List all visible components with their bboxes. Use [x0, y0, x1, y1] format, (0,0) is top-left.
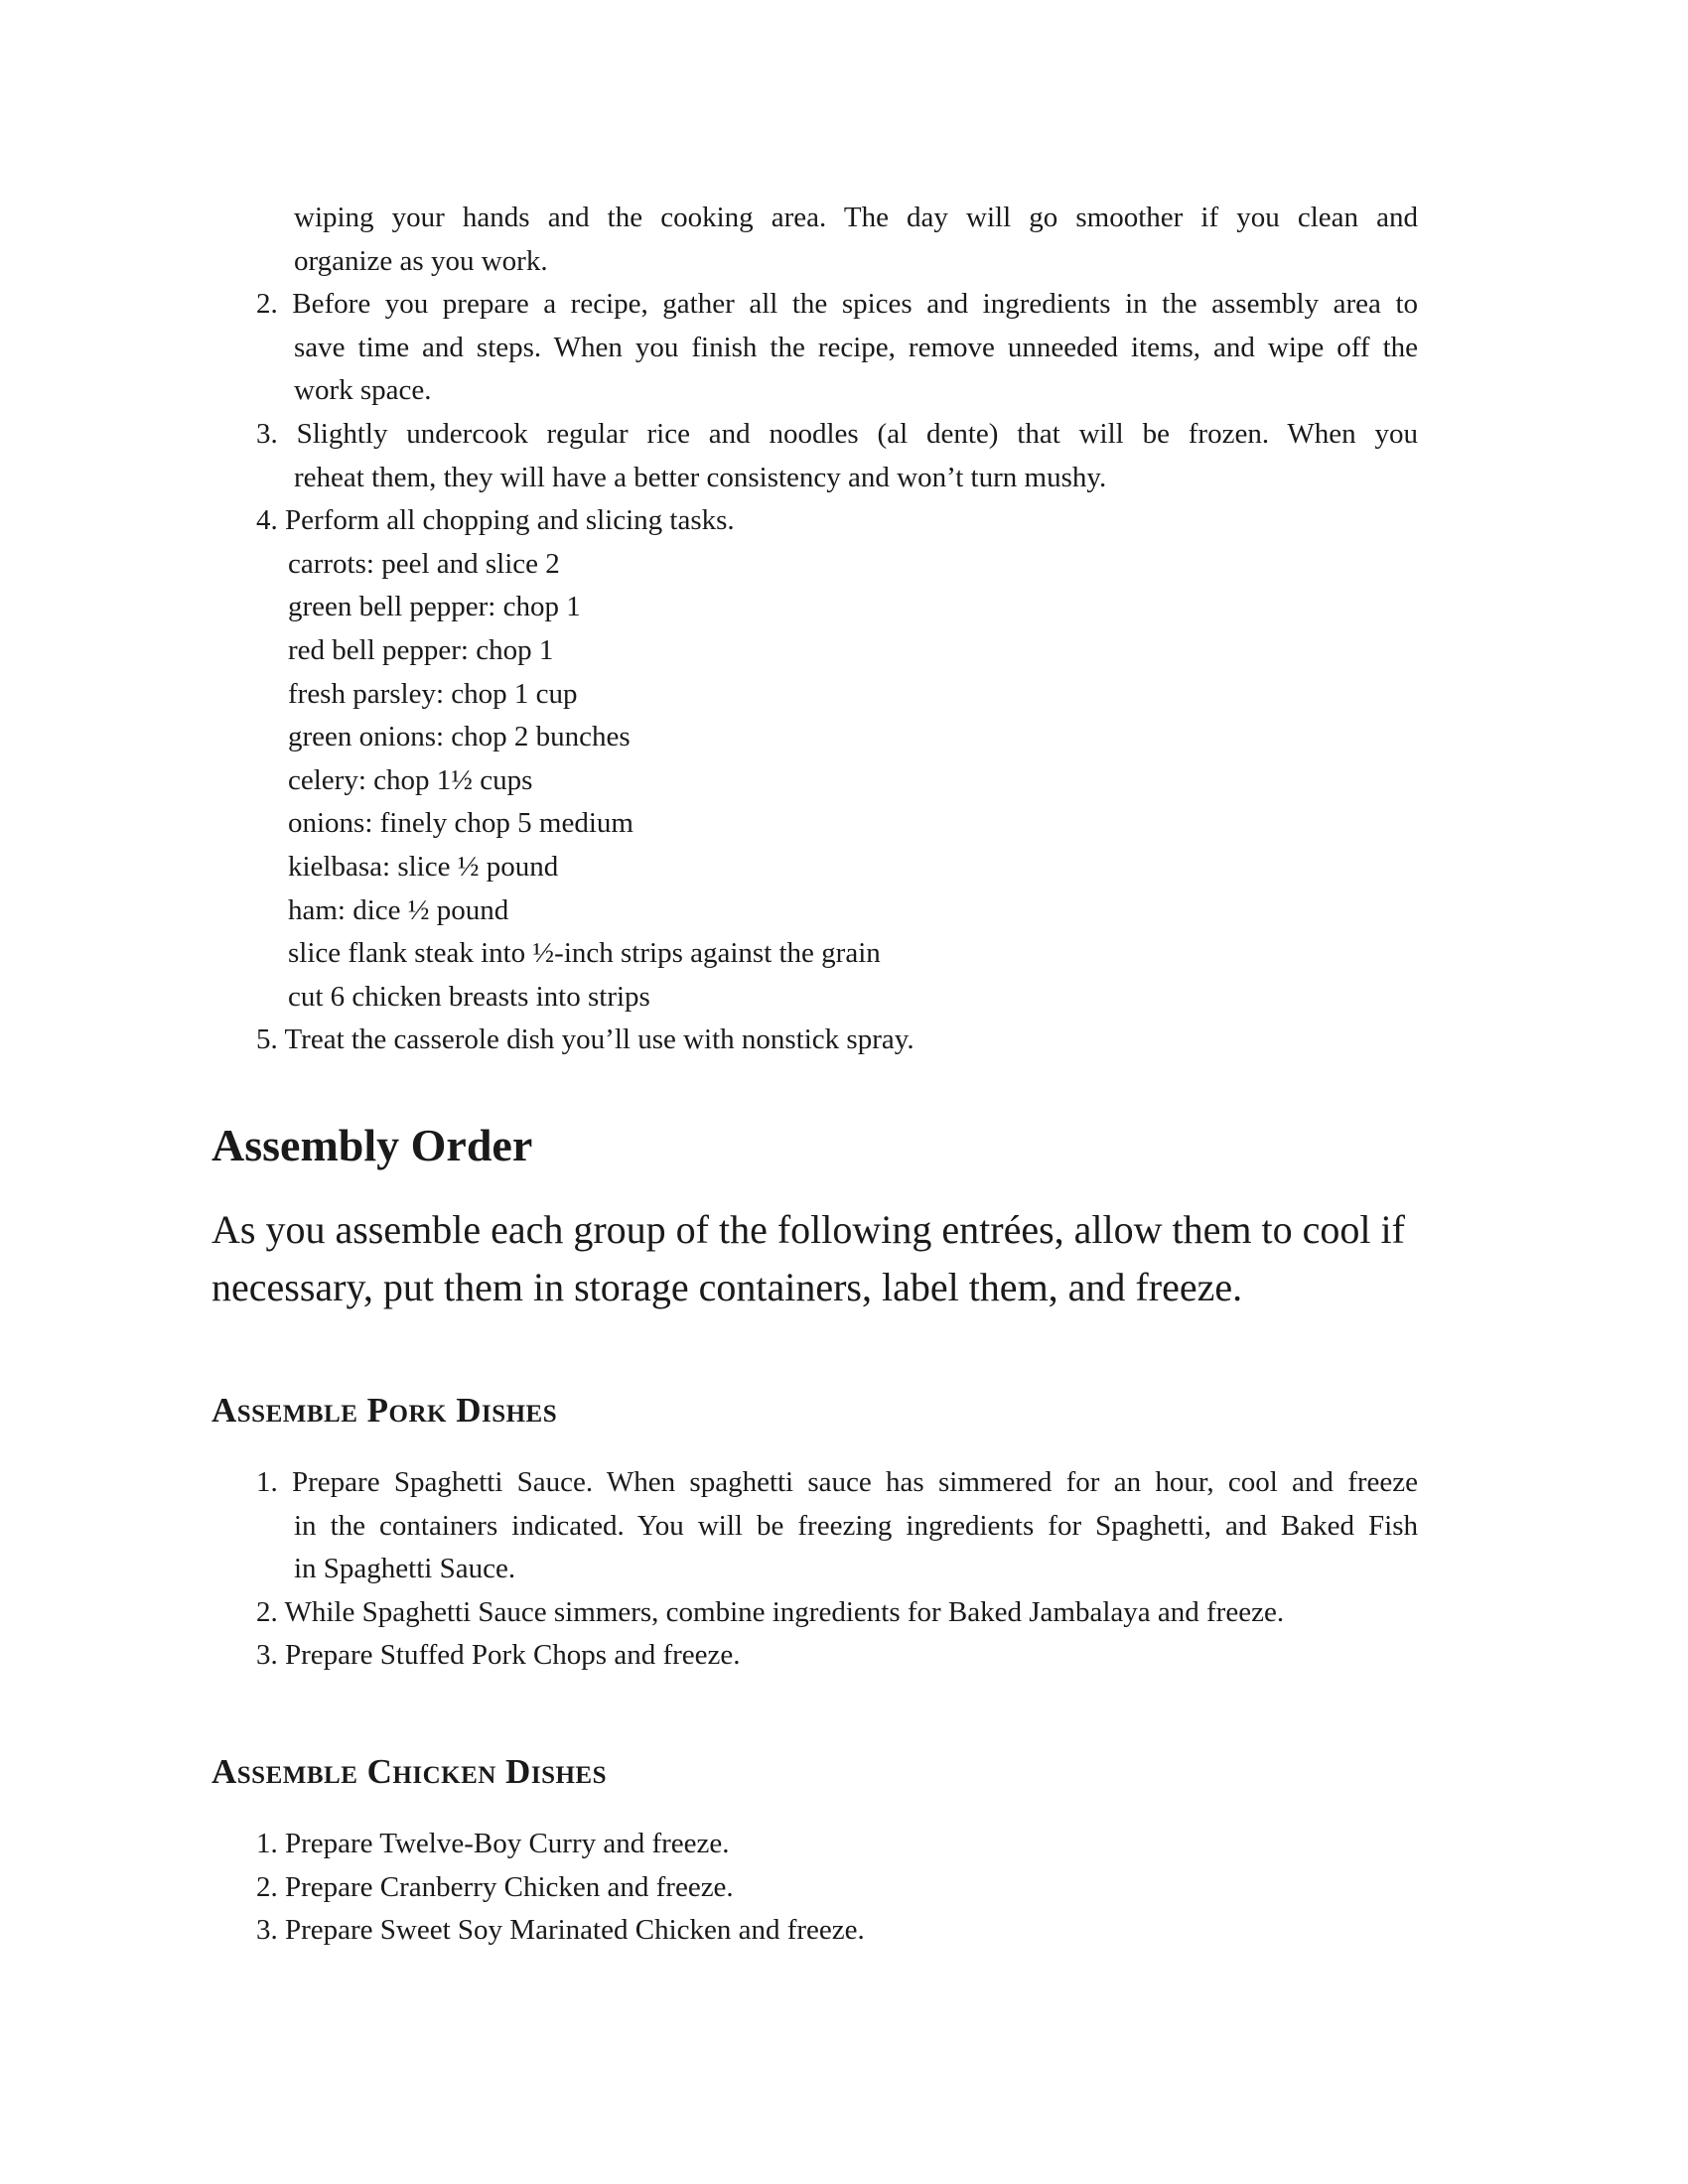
chop-task: cut 6 chicken breasts into strips [288, 980, 650, 1013]
chop-task: fresh parsley: chop 1 cup [288, 677, 578, 710]
chop-task: kielbasa: slice ½ pound [288, 850, 559, 883]
chop-task: slice flank steak into ½-inch strips against the grain [288, 937, 881, 970]
prep-step-4: 4. Perform all chopping and slicing tasks. [256, 504, 735, 537]
chicken-step-2: 2. Prepare Cranberry Chicken and freeze. [256, 1870, 734, 1903]
prep-steps-list [211, 197, 1418, 1062]
chicken-dishes-heading: Assemble Chicken Dishes [211, 1752, 607, 1791]
pork-dishes-heading: Assemble Pork Dishes [211, 1391, 558, 1430]
chop-task: onions: finely chop 5 medium [288, 807, 633, 840]
chicken-step-3: 3. Prepare Sweet Soy Marinated Chicken and freeze. [256, 1914, 865, 1947]
chicken-step-1: 1. Prepare Twelve-Boy Curry and freeze. [256, 1828, 730, 1859]
prep-step-3-line-2: reheat them, they will have a better consistency and won’t turn mushy. [294, 461, 1107, 493]
pork-step-1: 1. Prepare Spaghetti Sauce. When spaghetti sauce has simmered for an hour, cool and freeze [256, 1466, 1418, 1498]
chicken-dishes-list [211, 1823, 1418, 1953]
prep-step-1-continued-end: organize as you work. [294, 244, 548, 277]
pork-step-1-line-3: in Spaghetti Sauce. [294, 1553, 516, 1585]
chop-task: green bell pepper: chop 1 [288, 591, 581, 623]
pork-step-3: 3. Prepare Stuffed Pork Chops and freeze. [256, 1639, 741, 1672]
pork-step-2: 2. While Spaghetti Sauce simmers, combine ingredients for Baked Jambalaya and freeze. [256, 1595, 1285, 1628]
chop-task: green onions: chop 2 bunches [288, 721, 631, 753]
assembly-order-heading: Assembly Order [211, 1120, 533, 1170]
prep-step-1-continued: wiping your hands and the cooking area. The day will go smoother if you clean and [294, 202, 1418, 233]
chop-task: celery: chop 1½ cups [288, 763, 533, 796]
chop-task: carrots: peel and slice 2 [288, 547, 560, 580]
prep-step-3: 3. Slightly undercook regular rice and noodles (al dente) that will be frozen. When you [256, 417, 1418, 450]
prep-step-5: 5. Treat the casserole dish you’ll use with nonstick spray. [256, 1024, 914, 1056]
assembly-intro-paragraph: As you assemble each group of the following entrées, allow them to cool if necessary, put them in storage containers, label them, and freeze. [211, 1207, 1405, 1309]
chop-task: red bell pepper: chop 1 [288, 633, 554, 666]
pork-dishes-list [211, 1461, 1418, 1678]
pork-step-1-line-2: in the containers indicated. You will be freezing ingredients for Spaghetti, and Baked Fish [294, 1509, 1418, 1542]
prep-step-2-line-2: save time and steps. When you finish the recipe, remove unneeded items, and wipe off the [294, 331, 1418, 363]
prep-step-2-line-3: work space. [294, 374, 432, 407]
prep-step-2: 2. Before you prepare a recipe, gather all the spices and ingredients in the assembly area to [256, 288, 1418, 321]
chop-task: ham: dice ½ pound [288, 893, 509, 926]
